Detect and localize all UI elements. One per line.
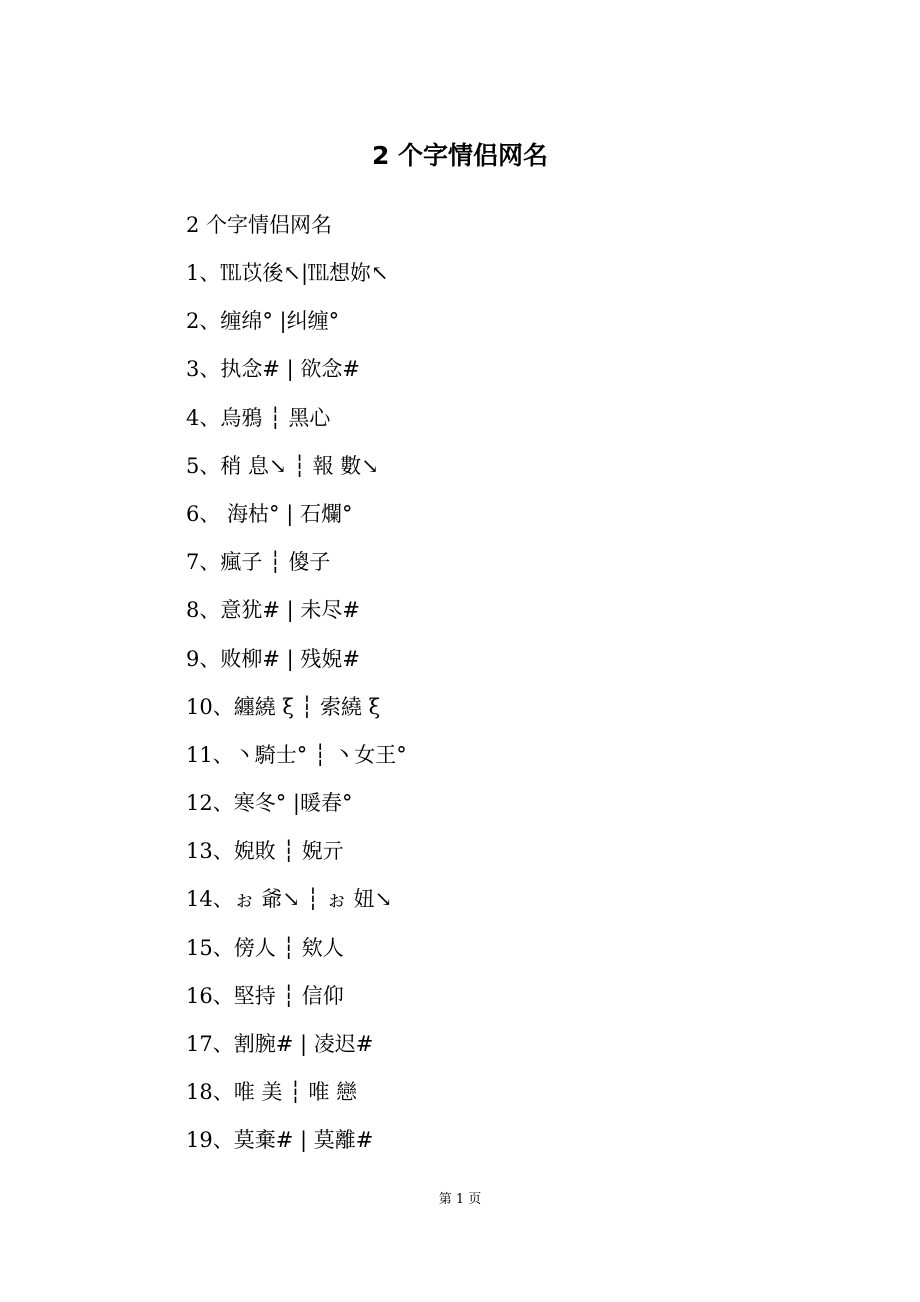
list-item: 19、莫棄# | 莫離# [186, 1128, 374, 1153]
list-item: 7、瘋子 ┆ 傻子 [186, 550, 331, 575]
name-list [186, 258, 407, 1174]
list-item: 13、婗敗 ┆ 婗亓 [186, 839, 344, 864]
list-item: 15、傍人 ┆ 欸人 [186, 935, 344, 960]
page-number-footer: 第 1 页 [438, 1192, 482, 1207]
list-item: 6、 海枯° | 石爛° [186, 501, 353, 526]
document-title: 2 个字情侣网名 [371, 141, 549, 170]
list-item: 11、丶騎士° ┆ 丶女王° [186, 742, 407, 767]
list-item: 10、纏繞 ξ ┆ 索繞 ξ [186, 694, 381, 719]
list-item: 3、执念# | 欲念# [186, 357, 360, 382]
list-item: 14、ぉ 爺↘ ┆ ぉ 妞↘ [186, 887, 393, 912]
list-item: 9、败柳# | 残婗# [186, 646, 360, 671]
list-item: 17、割腕# | 凌迟# [186, 1032, 374, 1056]
list-item: 1、℡苡後↖|℡想妳↖ [186, 261, 389, 285]
list-item: 5、稍 息↘ ┆ 報 數↘ [186, 453, 379, 478]
list-item: 18、唯 美 ┆ 唯 戀 [186, 1080, 358, 1105]
list-item: 2、缠绵° |纠缠° [186, 309, 340, 334]
list-item: 8、意犹# | 未尽# [186, 598, 360, 623]
document-subtitle: 2 个字情侣网名 [186, 213, 333, 237]
list-item: 12、寒冬° |暖春° [186, 791, 353, 816]
list-item: 4、烏鴉 ┆ 黑心 [186, 405, 331, 430]
list-item: 16、堅持 ┆ 信仰 [186, 983, 344, 1008]
